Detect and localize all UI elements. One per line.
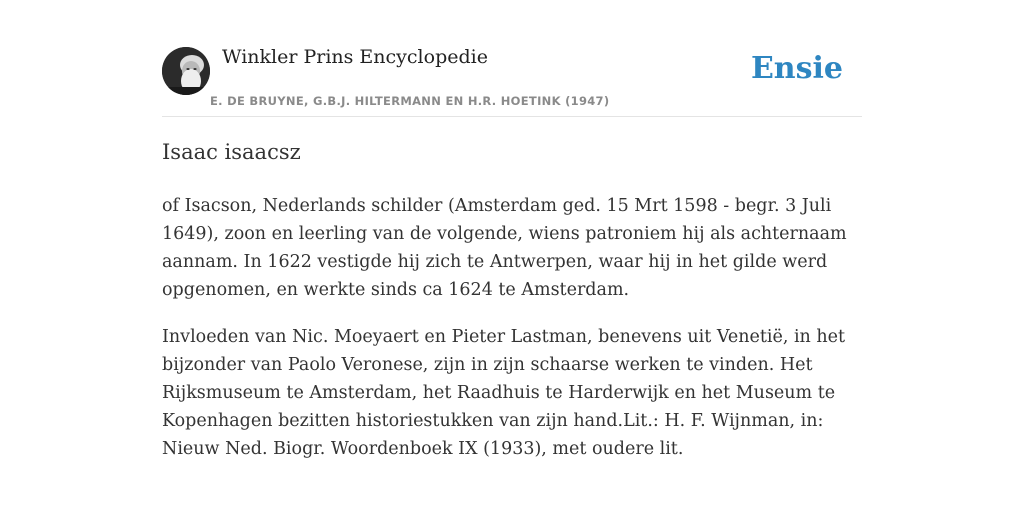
source-authors: E. DE BRUYNE, G.B.J. HILTERMANN EN H.R. HOETINK (1947)	[210, 94, 610, 108]
portrait-icon	[162, 47, 210, 95]
article-paragraph: Invloeden van Nic. Moeyaert en Pieter Lastman, benevens uit Venetië, in het bijzonder van Paolo Veronese, zijn in zijn schaarse werken te vinden. Het Rijksmuseum te Amsterdam, het Raadhuis te Harderwijk en het Museum te Kopenhagen bezitten historiestukken van zijn hand.Lit.: H. F. Wijnman, in: Nieuw Ned. Biogr. Woordenboek IX (1933), met oudere lit.	[162, 327, 846, 459]
source-title[interactable]: Winkler Prins Encyclopedie	[222, 46, 488, 68]
article-paragraph: of Isacson, Nederlands schilder (Amsterdam ged. 15 Mrt 1598 - begr. 3 Juli 1649), zoon en leerling van de volgende, wiens patroniem hij als achternaam aannam. In 1622 vestigde hij zich te Antwerpen, waar hij in het gilde werd opgenomen, en werkte sinds ca 1624 te Amsterdam.	[162, 196, 847, 300]
article-title: Isaac isaacsz	[162, 140, 301, 164]
article-body	[162, 192, 862, 482]
author-avatar[interactable]	[162, 47, 210, 95]
source-header	[162, 44, 862, 117]
brand-logo-link[interactable]: Ensie	[750, 51, 843, 86]
